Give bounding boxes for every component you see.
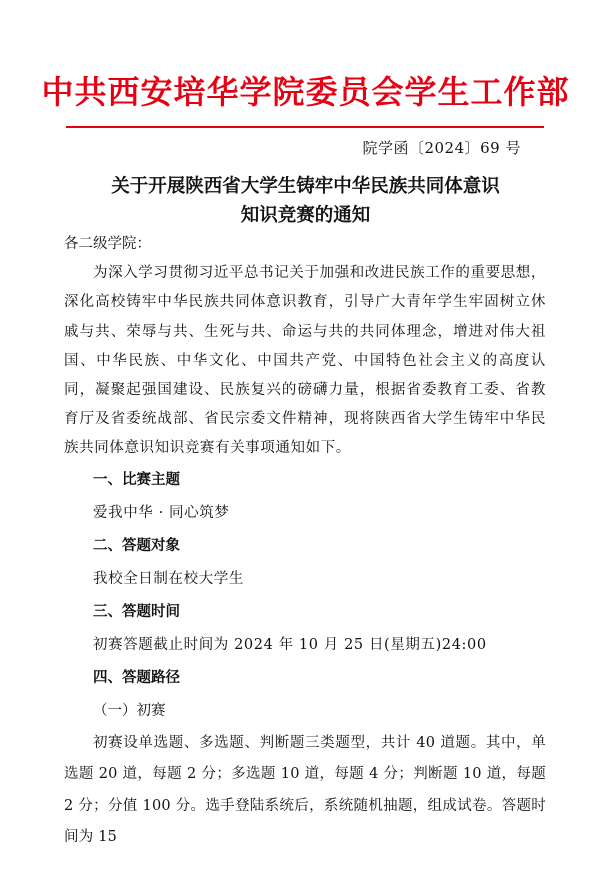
notice-body bbox=[64, 230, 546, 854]
notice-title-line-2: 知识竞赛的通知 bbox=[240, 205, 371, 226]
notice-title-line-1: 关于开展陕西省大学生铸牢中华民族共同体意识 bbox=[111, 176, 500, 197]
salutation: 各二级学院： bbox=[64, 236, 151, 252]
section-heading-time: 三、答题时间 bbox=[93, 603, 180, 620]
red-header-rule bbox=[66, 126, 544, 128]
section-content-time: 初赛答题截止时间为 2024 年 10 月 25 日(星期五)24:00 bbox=[93, 636, 487, 653]
section-content-theme: 爱我中华 · 同心筑梦 bbox=[93, 504, 230, 521]
intro-paragraph: 为深入学习贯彻习近平总书记关于加强和改进民族工作的重要思想，深化高校铸牢中华民族共同体意识教育，引导广大青年学生牢固树立休戚与共、荣辱与共、生死与共、命运与共的共同体理念，增进对伟大祖国、中华民族、中华文化、中国共产党、中国特色社会主义的高度认同，凝聚起强国建设、民族复兴的磅礴力量，根据省委教育工委、省教育厅及省委统战部、省民宗委文件精神，现将陕西省大学生铸牢中华民族共同体意识知识竞赛有关事项通知如下。 bbox=[64, 265, 546, 457]
section-heading-path: 四、答题路径 bbox=[93, 669, 180, 686]
section-heading-theme: 一、比赛主题 bbox=[93, 471, 180, 488]
red-header-org-title: 中共西安培华学院委员会学生工作部 bbox=[41, 73, 570, 111]
section-heading-participants: 二、答题对象 bbox=[93, 537, 180, 554]
preliminary-paragraph: 初赛设单选题、多选题、判断题三类题型，共计 40 道题。其中，单选题 20 道，每题 2 分；多选题 10 道，每题 4 分；判断题 10 道，每题 2 分；分值 100 分。选手登陆系统后，系统随机抽题，组成试卷。答题时间为 15 bbox=[64, 734, 546, 846]
document-number: 院学函〔2024〕69 号 bbox=[362, 139, 521, 157]
section-content-participants: 我校全日制在校大学生 bbox=[93, 570, 244, 587]
sub-heading-preliminary: （一）初赛 bbox=[93, 702, 166, 719]
notice-title bbox=[0, 172, 611, 230]
